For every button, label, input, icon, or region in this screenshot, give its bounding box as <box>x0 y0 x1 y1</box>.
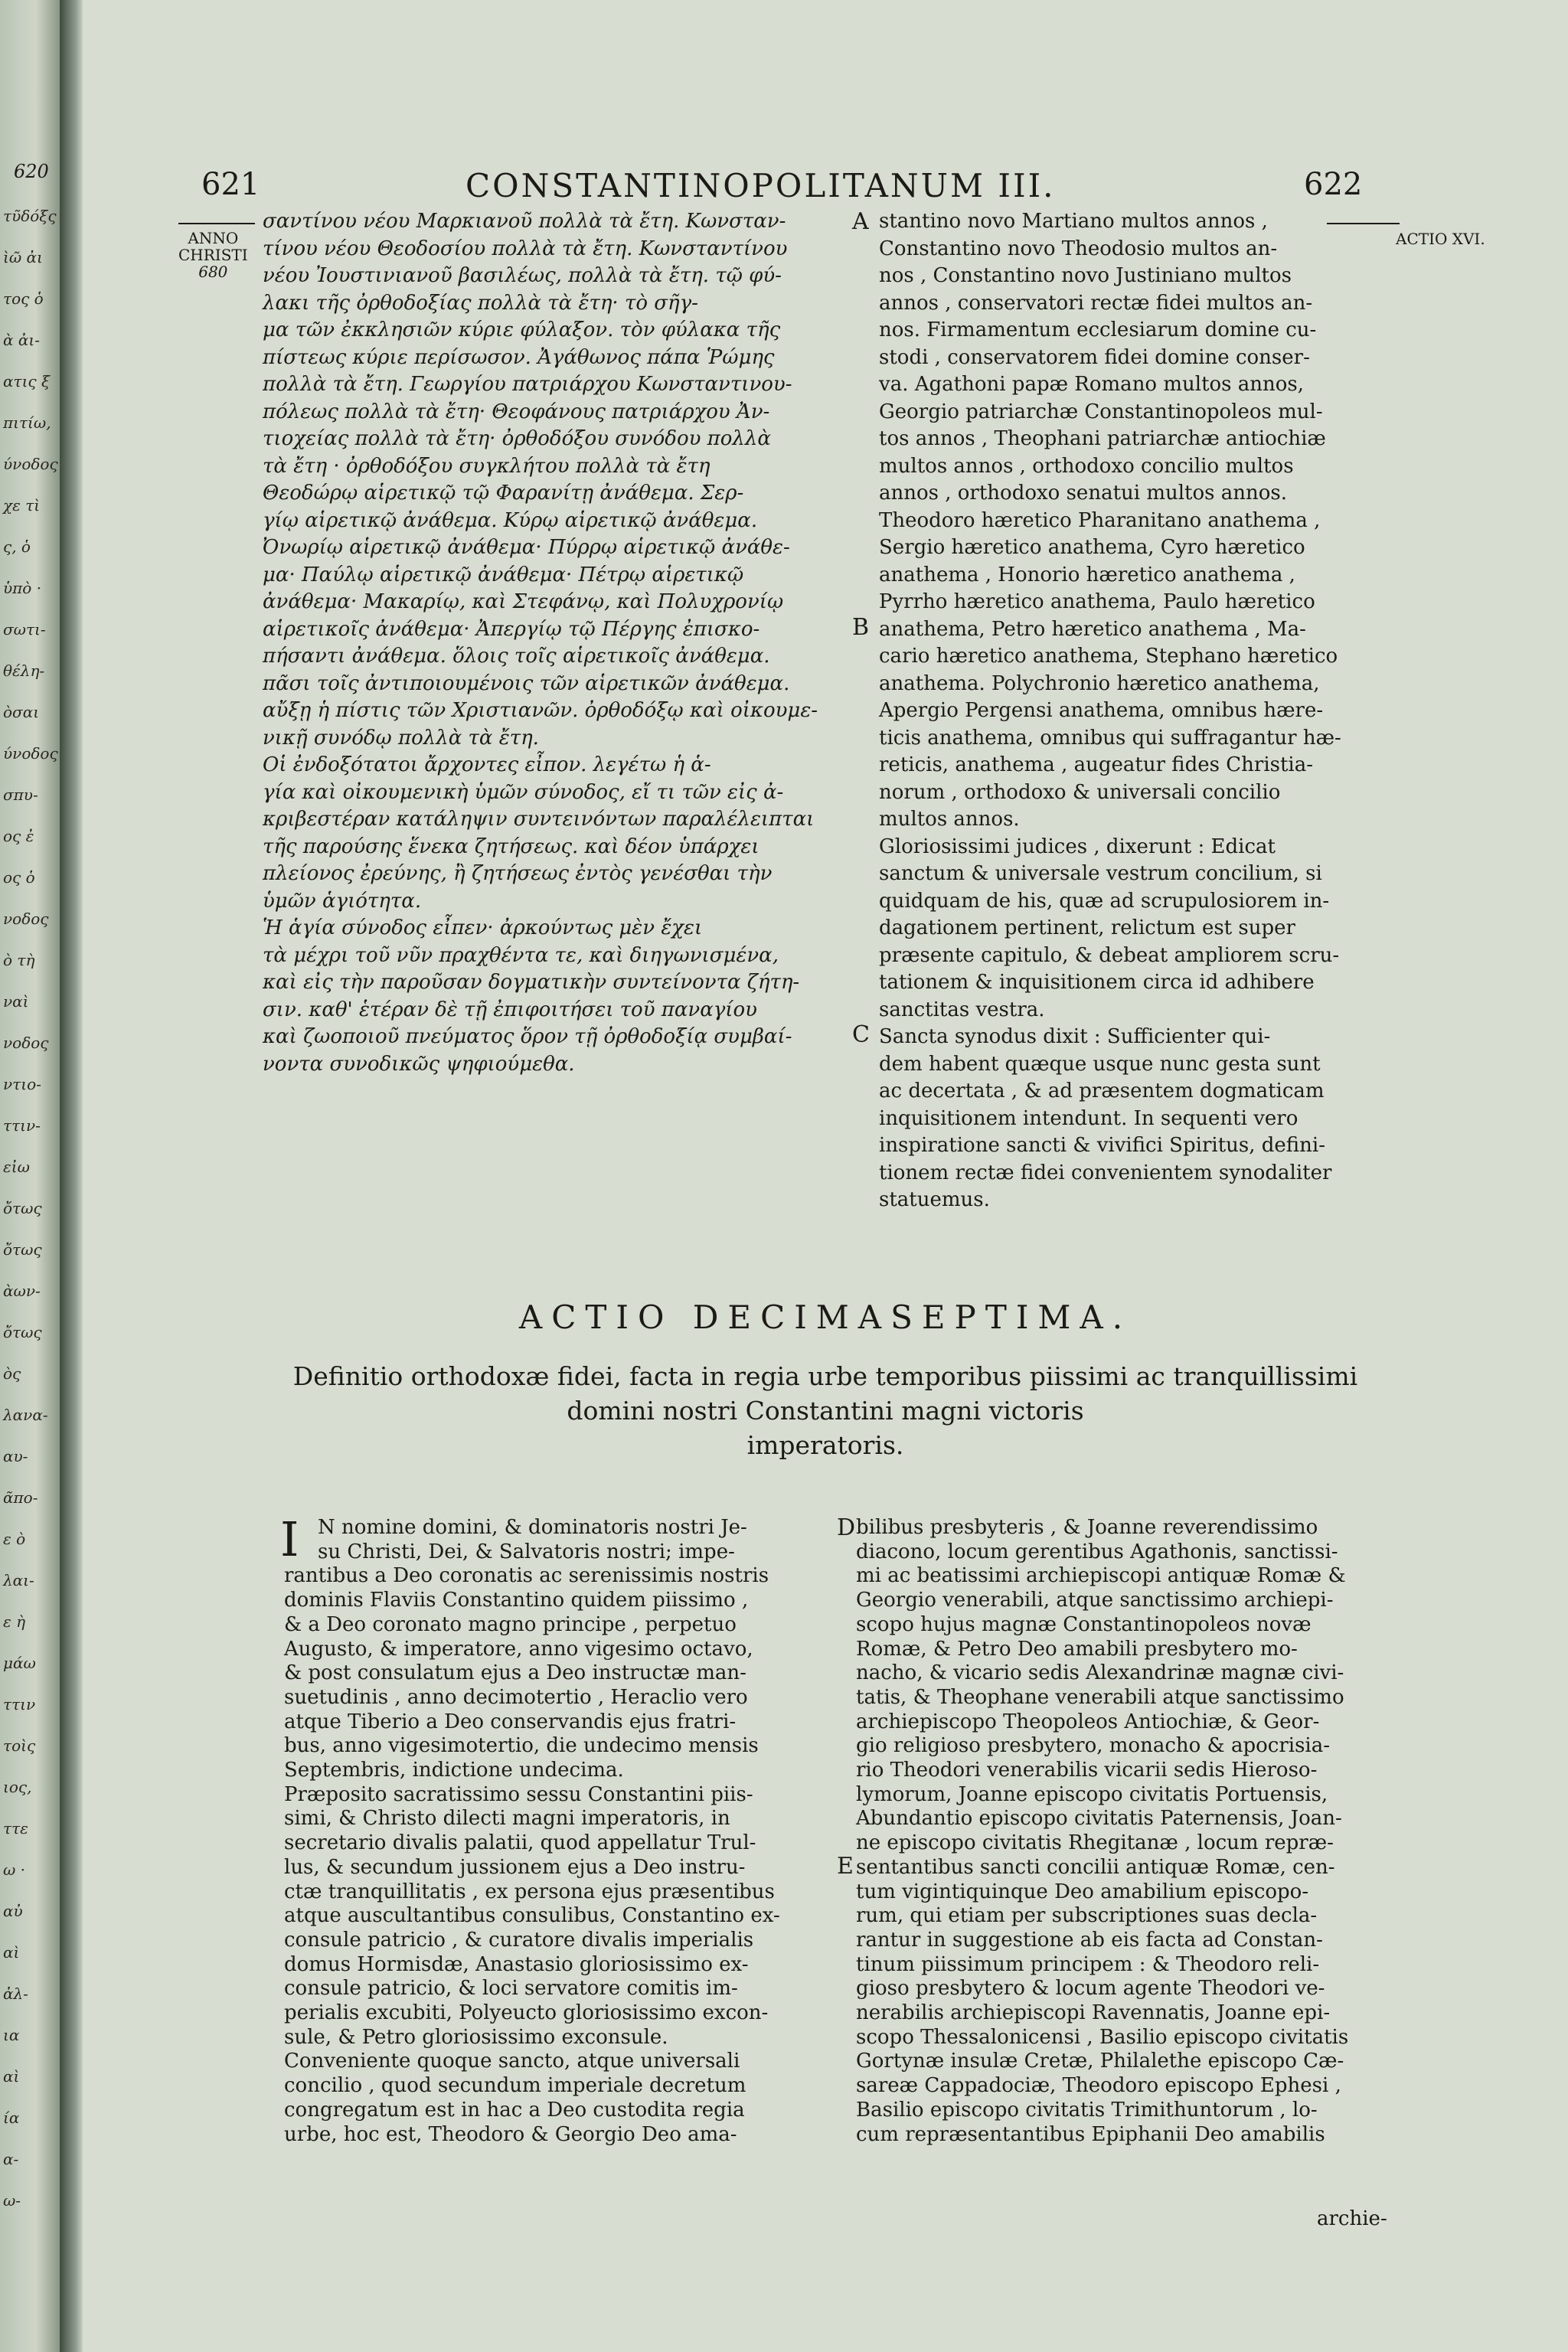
anno-christi-note <box>178 230 248 280</box>
latin-text-line: Augusto, & imperatore, anno vigesimo octavo, <box>284 1637 753 1661</box>
greek-text-line: καὶ ζωοποιοῦ πνεύματος ὅρον τῇ ὀρθοδοξίᾳ συμβαί- <box>263 1025 792 1048</box>
facing-page-fragment: ύνοδος <box>3 455 58 473</box>
latin-text-line: ticis anathema, omnibus qui suffragantur hæ- <box>879 726 1341 750</box>
latin-text-line: rantibus a Deo coronatis ac serenissimis nostris <box>284 1564 769 1588</box>
facing-page-fragment: ὸ τὴ <box>3 951 35 969</box>
latin-text-line: Theodoro hæretico Pharanitano anathema , <box>879 508 1321 532</box>
latin-text-column-bottom-left <box>284 1516 851 2147</box>
drop-cap: I <box>280 1511 299 1567</box>
latin-text-line: Sancta synodus dixit : Sufficienter qui- <box>879 1025 1271 1048</box>
latin-text-line: stodi , conservatorem fidei domine conser- <box>879 345 1310 369</box>
greek-text-line: ἀνάθεμα· Μακαρίῳ, καὶ Στεφάνῳ, καὶ Πολυχρονίῳ <box>263 590 784 613</box>
facing-page-fragment: ος ὁ <box>3 868 35 887</box>
latin-text-line: sanctum & universale vestrum concilium, si <box>879 862 1322 885</box>
facing-page-fragment: αὶ <box>3 2067 20 2086</box>
greek-text-line: αὔξῃ ἡ πίστις τῶν Χριστιανῶν. ὀρθοδόξῳ καὶ οἰκουμε- <box>263 699 818 722</box>
greek-text-line: αἱρετικοῖς ἀνάθεμα· Ἀπεργίῳ τῷ Πέργης ἐπισκο- <box>263 617 760 641</box>
greek-text-line: νοντα συνοδικῶς ψηφιούμεθα. <box>263 1052 575 1076</box>
latin-text-line: Romæ, & Petro Deo amabili presbytero mo- <box>856 1637 1298 1661</box>
greek-text-line: κριβεστέραν κατάληψιν συντεινόντων παραλέλειπται <box>263 808 815 831</box>
facing-page-fragment: ω · <box>3 1860 26 1879</box>
facing-page-fragment: ὄτως <box>3 1240 42 1259</box>
latin-text-line: consule patricio , & curatore divalis imperialis <box>284 1928 754 1952</box>
subtitle-line: domini nostri Constantini magni victoris <box>567 1396 1084 1426</box>
facing-page-fragment: ιος, <box>3 1778 32 1796</box>
facing-page-fragment: ὰων- <box>3 1282 41 1300</box>
latin-text-line: & a Deo coronato magno principe , perpetuo <box>284 1612 737 1636</box>
latin-text-line: rum, qui etiam per subscriptiones suas decla- <box>856 1904 1318 1928</box>
greek-text-line: σαντίνου νέου Μαρκιανοῦ πολλὰ τὰ ἔτη. Κωνσταν- <box>263 210 786 233</box>
facing-page-fragment: νοδος <box>3 1034 49 1052</box>
greek-text-line: πίστεως κύριε περίσωσον. Ἀγάθωνος πάπα Ῥώμης <box>263 345 775 369</box>
latin-text-line: sanctitas vestra. <box>879 998 1045 1021</box>
latin-text-line: atque auscultantibus consulibus, Constantino ex- <box>284 1904 780 1928</box>
latin-text-line: bilibus presbyteris , & Joanne reverendissimo <box>856 1516 1318 1539</box>
latin-text-line: simi, & Christo dilecti magni imperatoris, in <box>284 1807 730 1831</box>
latin-text-line: domus Hormisdæ, Anastasio gloriosissimo ex- <box>284 1952 749 1976</box>
facing-page-fragment: ττιν- <box>3 1116 41 1135</box>
latin-text-line: suetudinis , anno decimotertio , Heraclio vero <box>284 1685 748 1709</box>
latin-text-line: dagationem pertinent, relictum est super <box>879 916 1295 939</box>
latin-text-line: nacho, & vicario sedis Alexandrinæ magnæ civi- <box>856 1661 1344 1685</box>
latin-text-line: statuemus. <box>879 1188 990 1211</box>
latin-text-line: Georgio venerabili, atque sanctissimo archiepi- <box>856 1589 1334 1612</box>
facing-page-fragment: ττε <box>3 1819 28 1838</box>
facing-page-fragment: λανα- <box>3 1406 48 1424</box>
latin-text-line: nos , Constantino novo Justiniano multos <box>879 264 1292 287</box>
greek-text-line: τῆς παρούσης ἕνεκα ζητήσεως. καὶ δέον ὑπάρχει <box>263 835 760 858</box>
facing-page-fragment: ὄτως <box>3 1199 42 1217</box>
facing-page-fragment: τοὶς <box>3 1736 36 1755</box>
running-title: CONSTANTINOPOLITANUM III. <box>466 167 1056 204</box>
latin-text-line: tionem rectæ fidei convenientem synodaliter <box>879 1161 1332 1184</box>
greek-text-line: πήσαντι ἀνάθεμα. ὅλοις τοῖς αἱρετικοῖς ἀνάθεμα. <box>263 645 770 668</box>
facing-page-fragment: ἀλ- <box>3 1984 28 2003</box>
facing-page-fragment: ὸσαι <box>3 703 40 721</box>
latin-text-line: & post consulatum ejus a Deo instructæ man- <box>284 1661 746 1685</box>
greek-text-line: πόλεως πολλὰ τὰ ἔτη· Θεοφάνους πατριάρχου Ἀν- <box>263 400 770 423</box>
latin-text-line: Septembris, indictione undecima. <box>284 1759 624 1782</box>
latin-text-line: lymorum, Joanne episcopo civitatis Portuensis, <box>856 1782 1328 1806</box>
latin-text-line: Gloriosissimi judices , dixerunt : Edicat <box>879 835 1276 858</box>
greek-text-line: τίνου νέου Θεοδοσίου πολλὰ τὰ ἔτη. Κωνσταντίνου <box>263 237 788 260</box>
facing-page-fragment: ω- <box>3 2191 21 2210</box>
latin-text-column-top <box>879 208 1407 1214</box>
facing-page-fragment: μάω <box>3 1654 36 1672</box>
latin-text-line: congregatum est in hac a Deo custodita regia <box>284 2098 745 2122</box>
greek-text-line: τὰ ἔτη · ὀρθοδόξου συγκλήτου πολλὰ τὰ ἔτη <box>263 454 710 478</box>
latin-text-line: annos , conservatori rectæ fidei multos an- <box>879 291 1313 315</box>
facing-page-fragment: πιτίω, <box>3 413 51 432</box>
greek-text-line: Οἱ ἐνδοξότατοι ἄρχοντες εἶπον. λεγέτω ἡ ἁ- <box>263 753 711 776</box>
greek-text-line: λακι τῆς ὀρθοδοξίας πολλὰ τὰ ἔτη· τὸ σῆγ- <box>263 291 698 315</box>
margin-letter-e: E <box>837 1853 854 1880</box>
actio-margin-note: ACTIO XVI. <box>1396 230 1485 248</box>
anno-label: ANNO <box>188 229 239 247</box>
facing-page-fragment: εἰω <box>3 1158 30 1176</box>
latin-text-line: scopo Thessalonicensi , Basilio episcopo civitatis <box>856 2025 1349 2049</box>
facing-page-fragment: ναὶ <box>3 992 29 1011</box>
latin-text-line: urbe, hoc est, Theodoro & Georgio Deo ama- <box>284 2122 737 2146</box>
greek-text-line: καὶ εἰς τὴν παροῦσαν δογματικὴν συντείνοντα ζήτη- <box>263 971 800 994</box>
latin-text-line: secretario divalis palatii, quod appellatur Trul- <box>284 1831 756 1855</box>
facing-page-fragment: ὰ ἀι- <box>3 331 40 349</box>
latin-text-line: inquisitionem intendunt. In sequenti vero <box>879 1106 1298 1130</box>
latin-text-line: lus, & secundum jussionem ejus a Deo instru- <box>284 1855 746 1879</box>
facing-page-fragment: ία <box>3 2109 20 2127</box>
facing-page-fragment: λαι- <box>3 1571 34 1589</box>
latin-text-line: inspiratione sancti & vivifici Spiritus, defini- <box>879 1134 1325 1157</box>
latin-text-line: consule patricio, & loci servatore comitis im- <box>284 1977 738 2001</box>
latin-text-line: gioso presbytero & locum agente Theodori ve- <box>856 1977 1325 2001</box>
greek-text-line: τὰ μέχρι τοῦ νῦν πραχθέντα τε, καὶ διηγωνισμένα, <box>263 943 779 967</box>
facing-page-folio: 620 <box>14 161 49 182</box>
latin-text-line: Gortynæ insulæ Cretæ, Philalethe episcopo Cæ- <box>856 2050 1344 2073</box>
christi-label: CHRISTI <box>178 246 248 264</box>
greek-text-line: τιοχείας πολλὰ τὰ ἔτη· ὀρθοδόξου συνόδου πολλὰ <box>263 427 771 450</box>
margin-letter-c: C <box>852 1021 870 1048</box>
latin-text-line: Georgio patriarchæ Constantinopoleos mul- <box>879 400 1323 423</box>
latin-text-line: tinum piissimum principem : & Theodoro reli- <box>856 1952 1320 1976</box>
latin-text-line: ctæ tranquillitatis , ex persona ejus præsentibus <box>284 1880 775 1903</box>
greek-text-line: πλείονος ἐρεύνης, ἢ ζητήσεως ἐντὸς γενέσθαι τὴν <box>263 862 773 885</box>
greek-text-line: νέου Ἰουστινιανοῦ βασιλέως, πολλὰ τὰ ἔτη. τῷ φύ- <box>263 264 782 287</box>
latin-text-line: rio Theodori venerabilis vicarii sedis Hieroso- <box>856 1759 1318 1782</box>
latin-text-line: dem habent quæque usque nunc gesta sunt <box>879 1052 1321 1076</box>
facing-page-fragment: τῦδόξς <box>3 207 57 225</box>
latin-text-line: bus, anno vigesimotertio, die undecimo mensis <box>284 1734 759 1758</box>
latin-text-line: N nomine domini, & dominatoris nostri Je- <box>318 1516 747 1539</box>
margin-letter-d: D <box>837 1514 856 1541</box>
greek-text-line: Ἡ ἁγία σύνοδος εἶπεν· ἀρκούντως μὲν ἔχει <box>263 916 703 939</box>
latin-text-line: tum vigintiquinque Deo amabilium episcopo- <box>856 1880 1309 1903</box>
facing-page-fragment: ύνοδος <box>3 744 58 763</box>
latin-text-line: nerabilis archiepiscopi Ravennatis, Joanne epi- <box>856 2001 1331 2025</box>
latin-text-line: cario hæretico anathema, Stephano hæretico <box>879 645 1338 668</box>
facing-page-fragment: ᾶπο- <box>3 1488 38 1507</box>
latin-text-line: ne episcopo civitatis Rhegitanæ , locum repræ- <box>856 1831 1334 1855</box>
facing-page-fragment: ε ὴ <box>3 1612 26 1631</box>
latin-text-line: Abundantio episcopo civitatis Paternensis, Joan- <box>856 1807 1342 1831</box>
facing-page-fragment: αὐ <box>3 1902 23 1920</box>
latin-text-line: archiepiscopo Theopoleos Antiochiæ, & Geor- <box>856 1710 1320 1733</box>
facing-page-fragment: σπυ- <box>3 786 38 804</box>
facing-page-fragment: νοδος <box>3 910 49 928</box>
facing-page-fragment: ὑπὸ · <box>3 579 42 597</box>
page-number-right: 622 <box>1304 167 1363 202</box>
latin-text-line: tos annos , Theophani patriarchæ antiochiæ <box>879 427 1326 450</box>
latin-text-line: sule, & Petro gloriosissimo exconsule. <box>284 2025 668 2049</box>
latin-text-line: quidquam de his, quæ ad scrupulosiorem in- <box>879 889 1330 913</box>
latin-text-line: mi ac beatissimi archiepiscopi antiquæ Romæ & <box>856 1564 1346 1588</box>
continuation-dash-left <box>178 223 255 224</box>
latin-text-line: rantur in suggestione ab eis facta ad Constan- <box>856 1928 1323 1952</box>
anno-year: 680 <box>198 263 228 281</box>
margin-letter-a: A <box>852 208 869 235</box>
facing-page-fragment: ε ὸ <box>3 1530 26 1548</box>
latin-text-line: dominis Flaviis Constantino quidem piissimo , <box>284 1589 749 1612</box>
facing-page-fragment: ὸς <box>3 1364 21 1383</box>
facing-page-fragment: α- <box>3 2150 19 2168</box>
facing-page-fragment: τος ὁ <box>3 289 44 308</box>
facing-page-fragment: ὶῶ ἀι <box>3 248 43 266</box>
facing-page-fragment: θέλη- <box>3 662 45 680</box>
subtitle-line: Definitio orthodoxæ fidei, facta in regia urbe temporibus piissimi ac tranquillissimi <box>292 1361 1358 1391</box>
latin-text-line: concilio , quod secundum imperiale decretum <box>284 2074 746 2098</box>
latin-text-line: multos annos. <box>879 808 1020 831</box>
facing-page-fragment: ς, ὁ <box>3 537 31 556</box>
greek-text-line: πᾶσι τοῖς ἀντιποιουμένοις τῶν αἱρετικῶν ἀνάθεμα. <box>263 671 790 695</box>
latin-text-line: Constantino novo Theodosio multos an- <box>879 237 1278 260</box>
facing-page-fragment: ια <box>3 2026 20 2044</box>
latin-text-line: anathema. Polychronio hæretico anathema, <box>879 671 1320 695</box>
latin-text-line: diacono, locum gerentibus Agathonis, sanctissi- <box>856 1540 1338 1563</box>
latin-text-line: annos , orthodoxo senatui multos annos. <box>879 482 1288 505</box>
latin-text-line: atque Tiberio a Deo conservandis ejus fratri- <box>284 1710 737 1733</box>
latin-text-column-bottom-right <box>856 1516 1415 2147</box>
latin-text-line: sareæ Cappadociæ, Theodoro episcopo Ephesi , <box>856 2074 1341 2098</box>
latin-text-line: Sergio hæretico anathema, Cyro hæretico <box>879 536 1305 559</box>
greek-text-line: Ὀνωρίῳ αἱρετικῷ ἀνάθεμα· Πύρρῳ αἱρετικῷ ἀνάθε- <box>263 536 790 559</box>
page-number-left: 621 <box>201 167 260 202</box>
latin-text-line: reticis, anathema , augeatur fides Christia- <box>879 753 1314 776</box>
greek-text-line: μα· Παύλῳ αἱρετικῷ ἀνάθεμα· Πέτρῳ αἱρετικῷ <box>263 563 744 586</box>
greek-text-line: ὑμῶν ἁγιότητα. <box>263 889 422 913</box>
latin-text-line: su Christi, Dei, & Salvatoris nostri; impe- <box>318 1540 735 1563</box>
latin-text-line: nos. Firmamentum ecclesiarum domine cu- <box>879 318 1317 341</box>
latin-text-line: anathema , Honorio hæretico anathema , <box>879 563 1295 586</box>
margin-letter-b: B <box>852 614 870 641</box>
facing-page-fragment: ὄτως <box>3 1323 42 1341</box>
latin-text-line: va. Agathoni papæ Romano multos annos, <box>879 373 1305 396</box>
latin-text-line: Basilio episcopo civitatis Trimithuntorum , lo- <box>856 2098 1318 2122</box>
book-gutter <box>60 0 83 2352</box>
latin-text-line: norum , orthodoxo & universali concilio <box>879 780 1281 804</box>
latin-text-line: multos annos , orthodoxo concilio multos <box>879 454 1294 478</box>
greek-text-line: σιν. καθ' ἑτέραν δὲ τῇ ἐπιφοιτήσει τοῦ παναγίου <box>263 998 757 1021</box>
facing-page-fragment: χε τὶ <box>3 496 41 514</box>
greek-text-column <box>263 208 860 1078</box>
latin-text-line: præsente capitulo, & debeat ampliorem scru- <box>879 943 1340 967</box>
book-page <box>83 0 1568 2352</box>
latin-text-line: Conveniente quoque sancto, atque universali <box>284 2050 740 2073</box>
facing-page-edge <box>0 0 60 2352</box>
latin-text-line: tatis, & Theophane venerabili atque sanctissimo <box>856 1685 1344 1709</box>
latin-text-line: sentantibus sancti concilii antiquæ Romæ, cen- <box>856 1855 1335 1879</box>
facing-page-fragment: αὶ <box>3 1943 20 1962</box>
latin-text-line: cum repræsentantibus Epiphanii Deo amabilis <box>856 2122 1325 2146</box>
greek-text-line: νικῇ συνόδῳ πολλὰ τὰ ἔτη. <box>263 726 539 750</box>
latin-text-line: anathema, Petro hæretico anathema , Ma- <box>879 617 1306 641</box>
subtitle-line: imperatoris. <box>746 1430 904 1460</box>
facing-page-fragment: σωτι- <box>3 620 46 639</box>
latin-text-line: scopo hujus magnæ Constantinopoleos novæ <box>856 1612 1312 1636</box>
facing-page-fragment: ττιν <box>3 1695 36 1713</box>
latin-text-line: perialis excubiti, Polyeucto gloriosissimo excon- <box>284 2001 769 2025</box>
section-heading: ACTIO DECIMASEPTIMA. <box>518 1298 1132 1336</box>
section-subtitle <box>83 1359 1568 1462</box>
facing-page-fragment: αυ- <box>3 1447 28 1465</box>
facing-page-fragment: ντιο- <box>3 1075 41 1093</box>
latin-text-line: tationem & inquisitionem circa id adhibere <box>879 971 1315 994</box>
facing-page-fragment: ος ἐ <box>3 827 34 845</box>
latin-text-line: Pyrrho hæretico anathema, Paulo hæretico <box>879 590 1315 613</box>
latin-text-line: ac decertata , & ad præsentem dogmaticam <box>879 1080 1325 1102</box>
greek-text-line: Θεοδώρῳ αἱρετικῷ τῷ Φαρανίτῃ ἀνάθεμα. Σερ- <box>263 482 744 505</box>
catchword: archie- <box>1317 2207 1387 2230</box>
greek-text-line: γία καὶ οἰκουμενικὴ ὑμῶν σύνοδος, εἴ τι τῶν εἰς ἀ- <box>263 780 784 804</box>
latin-text-line: Apergio Pergensi anathema, omnibus hære- <box>879 699 1324 722</box>
latin-text-line: gio religioso presbytero, monacho & apocrisia- <box>856 1734 1331 1758</box>
greek-text-line: μα τῶν ἐκκλησιῶν κύριε φύλαξον. τὸν φύλακα τῆς <box>263 318 781 341</box>
greek-text-line: πολλὰ τὰ ἔτη. Γεωργίου πατριάρχου Κωνσταντινου- <box>263 373 792 396</box>
latin-text-line: stantino novo Martiano multos annos , <box>879 210 1268 233</box>
facing-page-fragment: ατις ξ <box>3 372 50 390</box>
latin-text-line: Præposito sacratissimo sessu Constantini piis- <box>284 1782 753 1806</box>
greek-text-line: γίῳ αἱρετικῷ ἀνάθεμα. Κύρῳ αἱρετικῷ ἀνάθεμα. <box>263 508 758 532</box>
